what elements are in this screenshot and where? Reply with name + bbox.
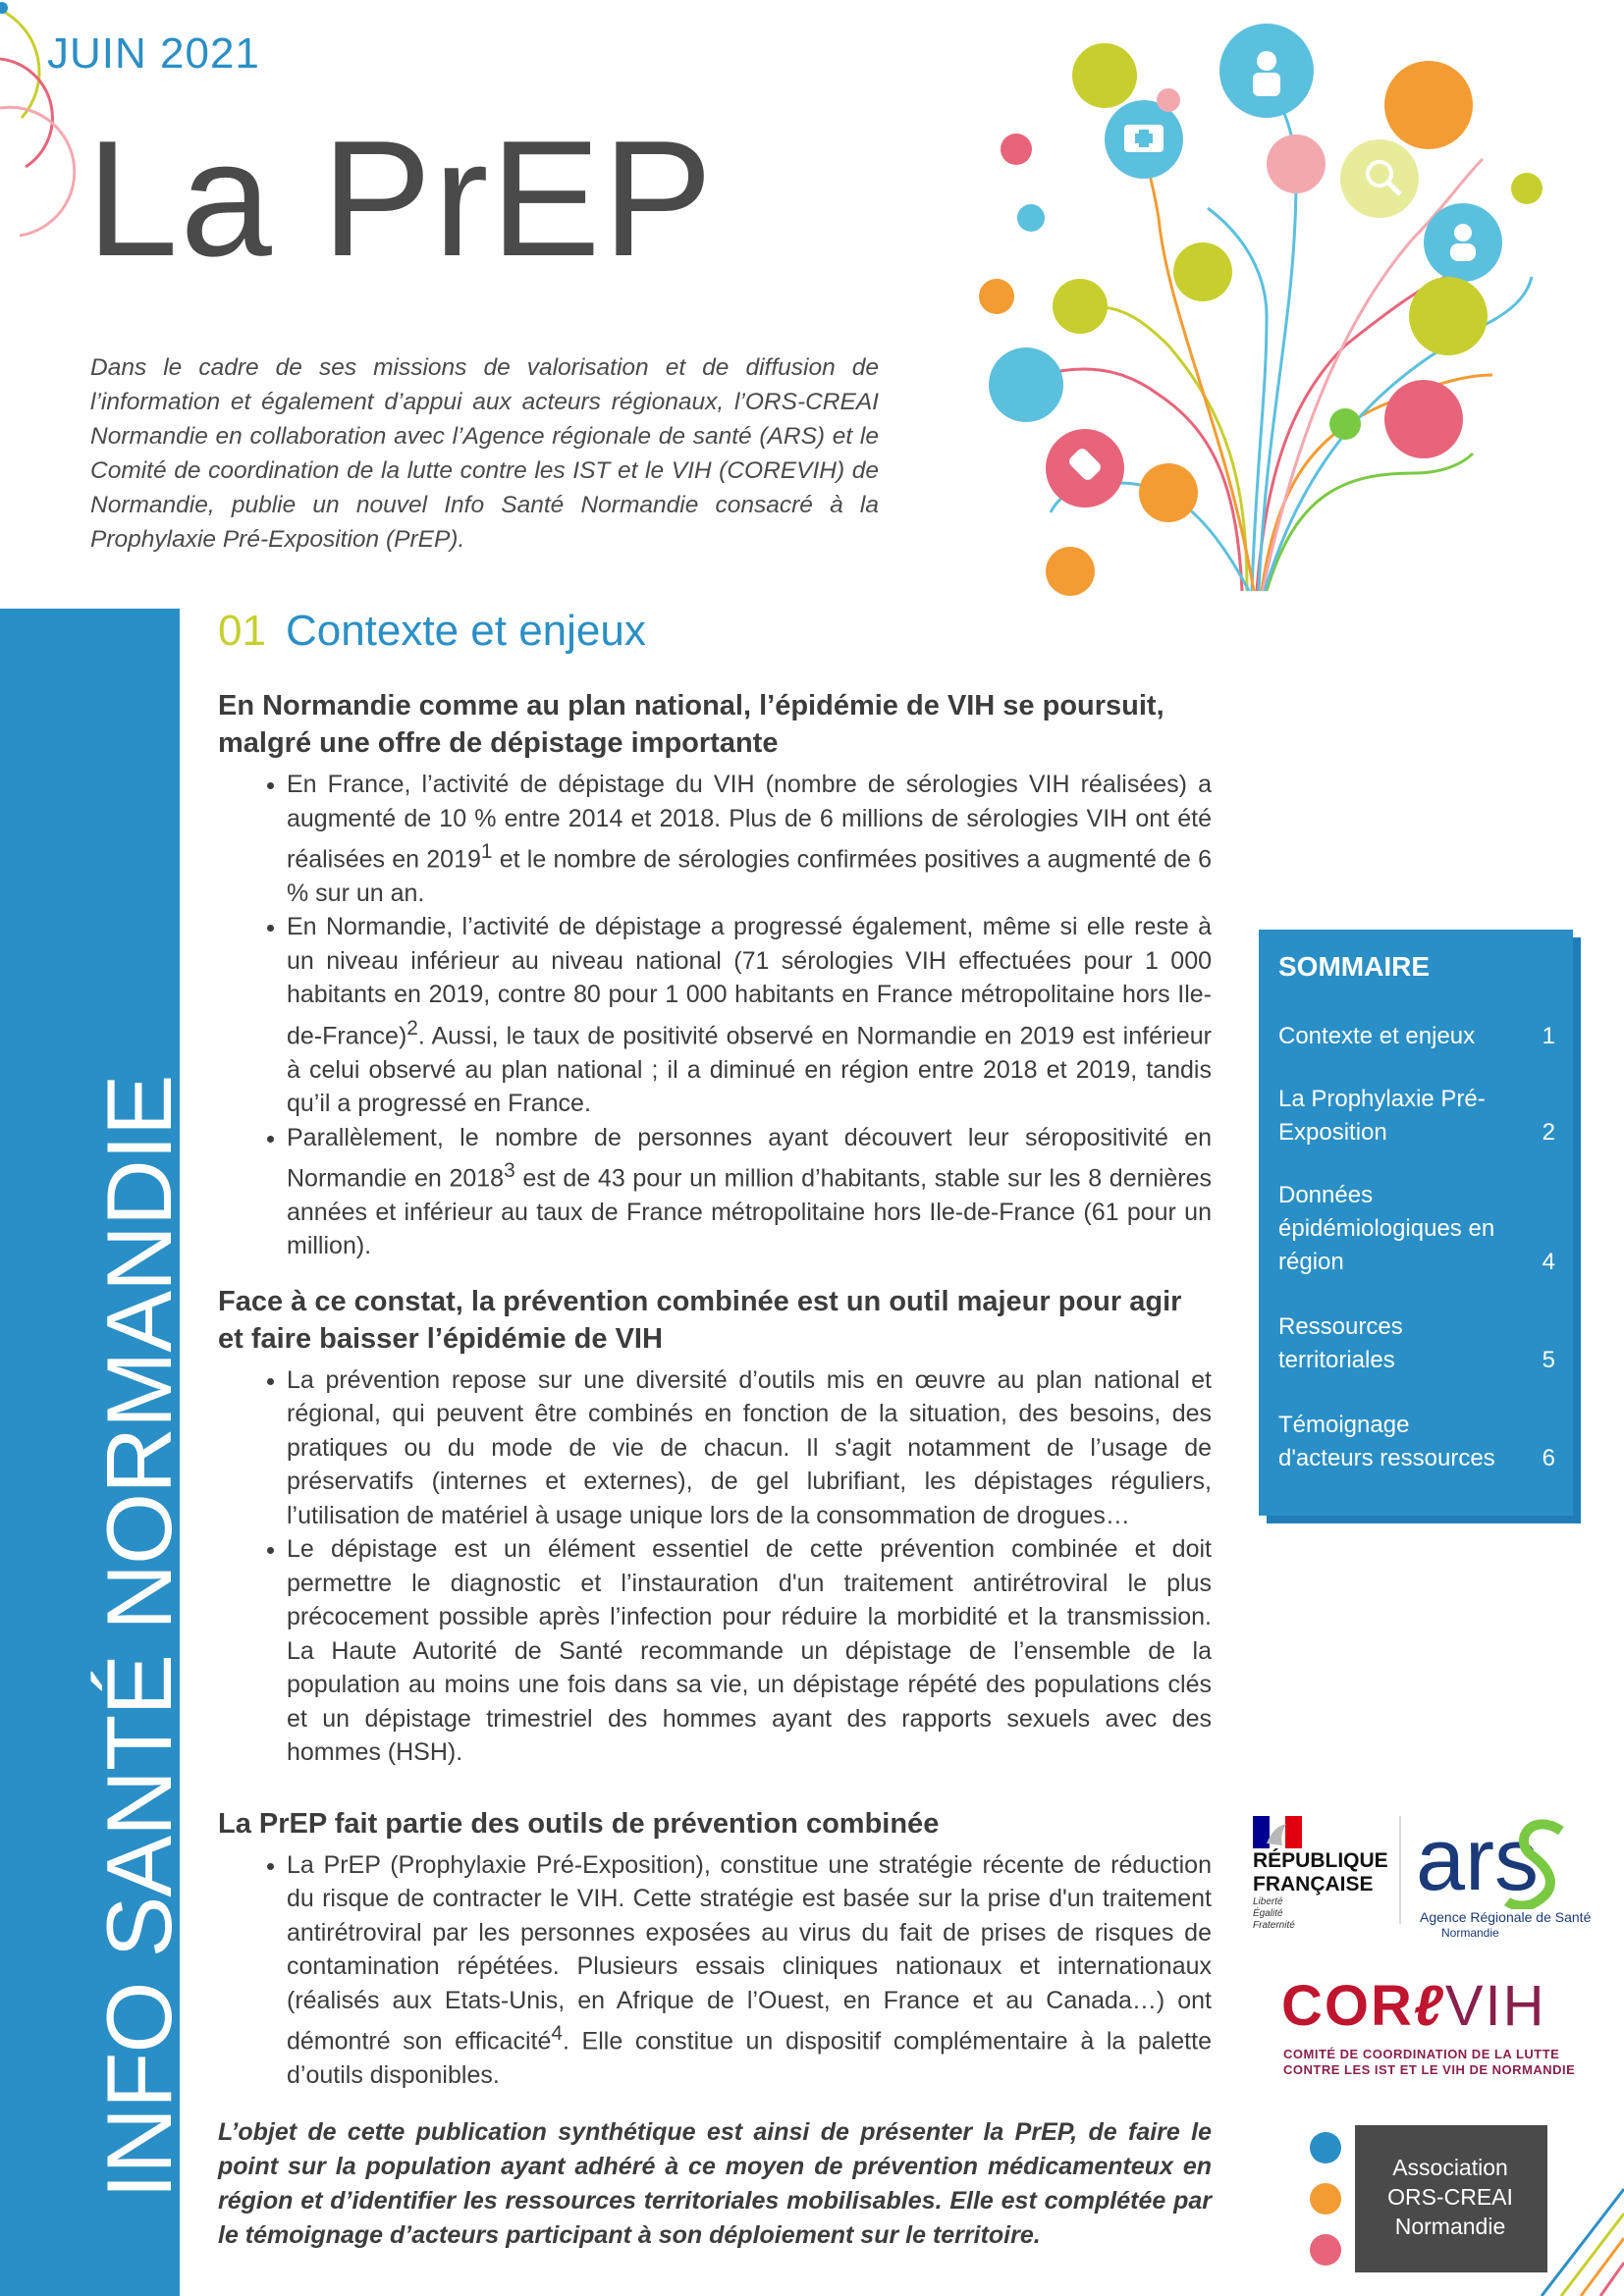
bullet-list — [218, 768, 1212, 1263]
intro-paragraph: Dans le cadre de ses missions de valorisation et de diffusion de l’information et également d’appui aux acteurs régionaux, l’ORS-CREAI Normandie en collaboration avec l’Agence régionale de santé (ARS) et le Comité de coordination de la lutte contre les IST et le VIH (COREVIH) de Normandie, publie un nouvel Info Santé Normandie consacré à la Prophylaxie Pré-Exposition (PrEP). — [90, 354, 879, 553]
ors-dots-icon — [1301, 2130, 1350, 2268]
corevih-logo: CORℓVIH COMITÉ DE COORDINATION DE LA LUTTE CONTRE LES IST ET LE VIH DE NORMANDIE — [1281, 1974, 1576, 2077]
ars-logo: ars Agence Régionale de Santé Normandie — [1416, 1811, 1592, 1940]
toc-item[interactable]: Contexte et enjeux 1 — [1278, 1023, 1555, 1049]
toc-item[interactable]: La Prophylaxie Pré-Exposition 2 — [1278, 1086, 1555, 1146]
toc-item[interactable]: Données épidémiologiques en région 4 — [1278, 1182, 1555, 1275]
closing-paragraph: L’objet de cette publication synthétique est ainsi de présenter la PrEP, de faire le point sur la population ayant adhéré à ce moyen de prévention médicamenteux en région et d’identifier les ressources territoriales mobilisables. Elle est complétée par le témoignage d’acteurs participant à son déploiement sur le territoire. — [218, 2118, 1212, 2249]
publication-date: JUIN 2021 — [47, 29, 260, 78]
republique-francaise-logo: RÉPUBLIQUE FRANÇAISE Liberté Égalité Fraternité — [1247, 1816, 1377, 1934]
section-number: 01 — [218, 607, 266, 655]
content-block — [218, 1805, 1212, 2093]
side-banner-text: INFO SANTÉ NORMANDIE — [87, 1075, 190, 2199]
content-block — [218, 687, 1212, 1263]
bullet-item: • La prévention repose sur une diversité d’outils mis en œuvre au plan national et régional, qui peuvent être combinés en fonction de la situation, des besoins, des pratiques ou du mode de vie de chacun. Il s'agit notamment de l’usage de préservatifs (internes et externes), de gel lubrifiant, les dépistages réguliers, l’utilisation de matériel à usage unique lors de la consommation de drogues… — [287, 1363, 1212, 1533]
bullet-list — [218, 1848, 1212, 2093]
toc-item[interactable]: Ressources territoriales 5 — [1278, 1313, 1555, 1373]
logo-separator — [1399, 1816, 1401, 1924]
block-heading: Face à ce constat, la prévention combinée est un outil majeur pour agir et faire baisser l’épidémie de VIH — [218, 1285, 1182, 1355]
bullet-item: • En Normandie, l’activité de dépistage a progressé également, même si elle reste à un niveau inférieur au niveau national (71 sérologies VIH effectuées pour 1 000 habitants en 2019, contre 80 pour 1 000 habitants en France métropolitaine hors Ile-de-France)$^2$. Aussi, le taux de positivité observé en Normandie en 2019 est inférieur à celui observé au plan national ; il a diminué en région entre 2018 et 2019, tandis qu’il a progressé en France. — [287, 910, 1212, 1120]
bullet-item: • Parallèlement, le nombre de personnes ayant découvert leur séropositivité en Normandie en 2018$^3$ est de 43 pour un million d’habitants, stable sur les 8 dernières années et inférieur au taux de France métropolitaine hors Ile-de-France (61 pour un million). — [287, 1121, 1212, 1263]
main-content — [218, 687, 1212, 2112]
section-title: Contexte et enjeux — [285, 607, 646, 655]
bullet-item: • En France, l’activité de dépistage du VIH (nombre de sérologies VIH réalisées) a augmenté de 10 % entre 2014 et 2018. Plus de 6 millions de sérologies VIH ont été réalisées en 2019$^1$ et le nombre de sérologies confirmées positives a augmenté de 6 % sur un an. — [287, 768, 1212, 910]
block-heading: La PrEP fait partie des outils de prévention combinée — [218, 1807, 940, 1840]
section-heading — [218, 607, 646, 656]
marianne-flag-icon — [1253, 1816, 1302, 1848]
health-tree-illustration — [972, 22, 1561, 611]
decorative-corner-lines — [1532, 2150, 1624, 2296]
page-title: La PrEP — [86, 106, 715, 291]
bullet-item: • Le dépistage est un élément essentiel de cette prévention combinée et doit permettre le diagnostic et l’instauration d'un traitement antirétroviral le plus précocement possible après l’infection pour réduire la morbidité et la transmission. La Haute Autorité de Santé recommande un dépistage de l’ensemble de la population au moins une fois dans sa vie, un dépistage répété des populations clés et un dépistage trimestriel des hommes ayant des rapports sexuels avec des hommes (HSH). — [287, 1532, 1212, 1770]
block-heading: En Normandie comme au plan national, l’épidémie de VIH se poursuit, malgré une offre de dépistage importante — [218, 690, 1164, 759]
bullet-item: • La PrEP (Prophylaxie Pré-Exposition), constitue une stratégie récente de réduction du risque de contracter le VIH. Cette stratégie est basée sur la prise d'un traitement antirétroviral par les personnes exposées au virus du fait de prises de risques de contamination répétées. Plusieurs essais cliniques nationaux et internationaux (réalisés aux Etats-Unis, en Afrique de l’Ouest, en France et au Canada…) ont démontré son efficacité$^4$. Elle constitue un dispositif complémentaire à la palette d’outils disponibles. — [287, 1848, 1212, 2093]
ars-wordmark-icon — [1414, 1811, 1571, 1909]
toc-title: SOMMAIRE — [1278, 951, 1430, 982]
ors-creai-logo: Association ORS-CREAI Normandie — [1355, 2125, 1547, 2272]
bullet-list — [218, 1363, 1212, 1770]
content-block — [218, 1283, 1212, 1770]
table-of-contents — [1259, 930, 1573, 1516]
svg-text:ars: ars — [1416, 1811, 1540, 1909]
toc-item[interactable]: Témoignage d'acteurs ressources 6 — [1278, 1412, 1555, 1471]
